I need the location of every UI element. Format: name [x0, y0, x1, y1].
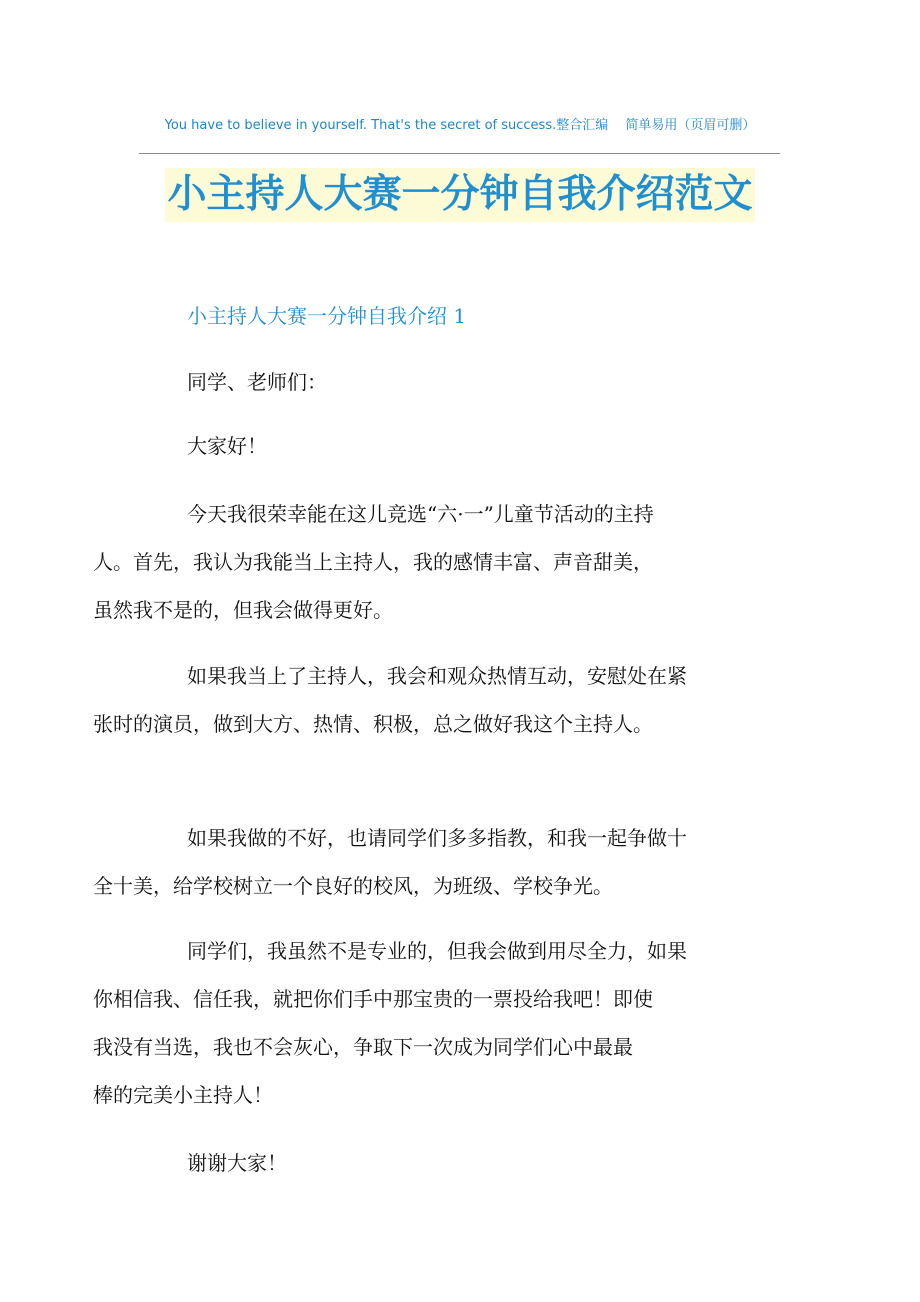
paragraph-line: 如果我做的不好，也请同学们多多指教，和我一起争做十	[187, 826, 687, 850]
paragraph-appeal	[93, 927, 780, 1119]
paragraph-promise	[93, 652, 780, 748]
title-container	[0, 168, 920, 222]
paragraph-intro	[93, 490, 780, 634]
page-header-text: You have to believe in yourself. That's the secret of success.整合汇编 简单易用（页眉可删）	[164, 118, 756, 133]
paragraph-thanks	[140, 1139, 780, 1187]
paragraph-line: 如果我当上了主持人，我会和观众热情互动，安慰处在紧	[187, 664, 687, 688]
paragraph-hello	[140, 422, 780, 470]
paragraph-line: 张时的演员，做到大方、热情、积极，总之做好我这个主持人。	[93, 712, 653, 736]
paragraph-line: 谢谢大家！	[187, 1151, 287, 1175]
paragraph-line: 同学、老师们：	[187, 370, 327, 394]
paragraph-line: 我没有当选，我也不会灰心，争取下一次成为同学们心中最最	[93, 1035, 633, 1059]
paragraph-line: 今天我很荣幸能在这儿竞选“六·一”儿童节活动的主持	[187, 502, 654, 526]
header-divider	[139, 153, 780, 154]
paragraph-line: 人。首先，我认为我能当上主持人，我的感情丰富、声音甜美，	[93, 550, 653, 574]
paragraph-line: 同学们，我虽然不是专业的，但我会做到用尽全力，如果	[187, 939, 687, 963]
paragraph-line: 你相信我、信任我，就把你们手中那宝贵的一票投给我吧！即使	[93, 987, 653, 1011]
section-heading: 小主持人大赛一分钟自我介绍 1	[187, 304, 467, 328]
paragraph-greeting	[140, 358, 780, 406]
paragraph-line: 虽然我不是的，但我会做得更好。	[93, 598, 393, 622]
document-title: 小主持人大赛一分钟自我介绍范文	[165, 168, 754, 222]
paragraph-line: 棒的完美小主持人！	[93, 1083, 273, 1107]
paragraph-line: 大家好！	[187, 434, 267, 458]
paragraph-guidance	[93, 814, 780, 910]
paragraph-line: 全十美，给学校树立一个良好的校风，为班级、学校争光。	[93, 874, 613, 898]
